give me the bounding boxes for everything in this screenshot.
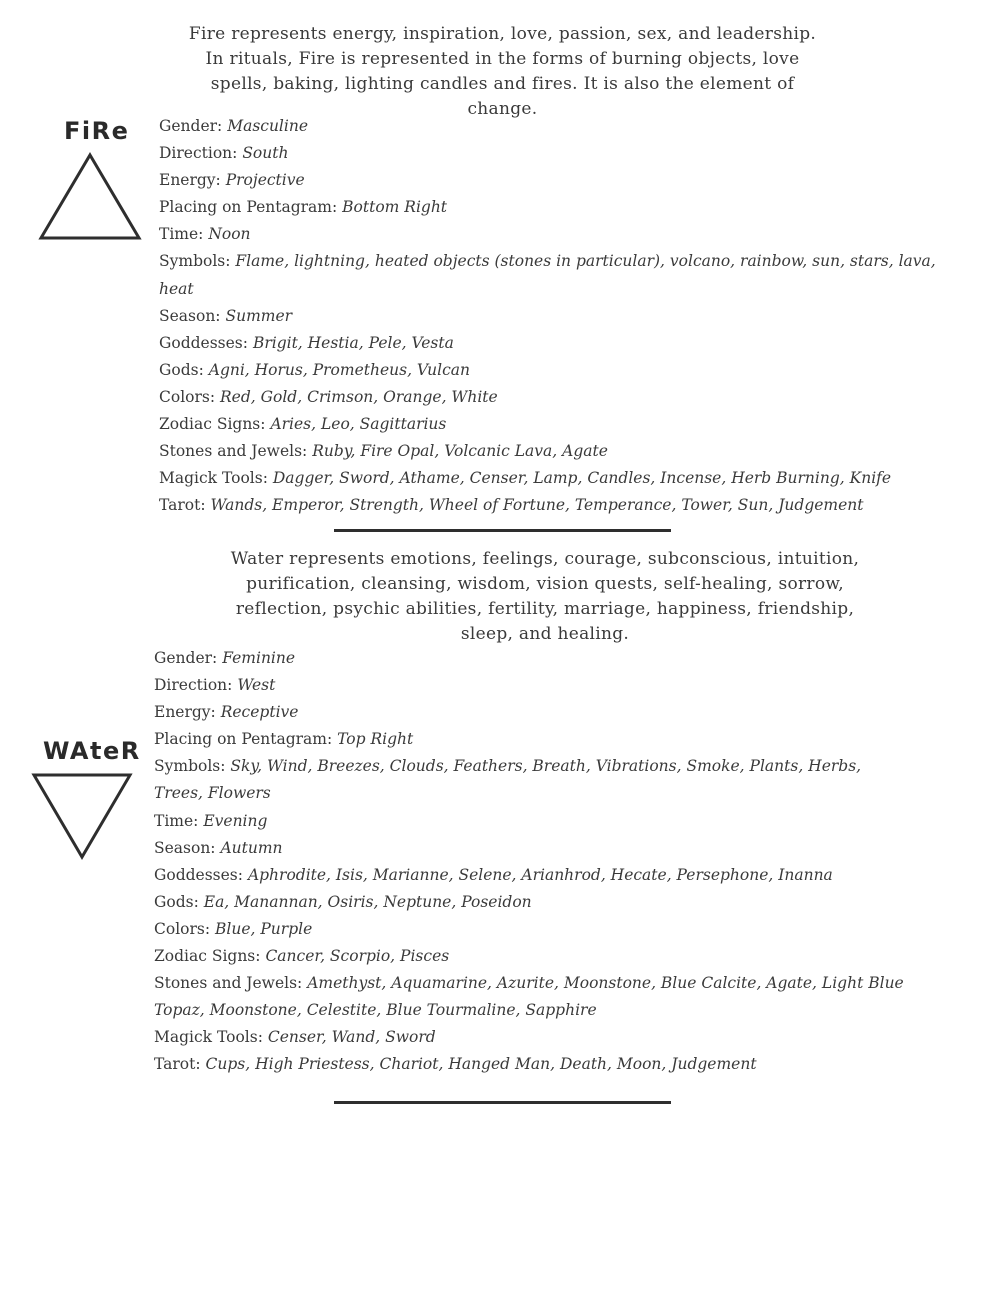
fire-property <box>159 330 949 357</box>
fire-triangle-icon <box>38 152 142 242</box>
property-value: Ruby, Fire Opal, Volcanic Lava, Agate <box>312 442 608 461</box>
fire-property <box>159 384 949 411</box>
property-value: Noon <box>208 225 251 244</box>
property-value: Aries, Leo, Sagittarius <box>270 415 447 434</box>
property-label: Gender: <box>154 649 218 667</box>
water-property <box>154 916 914 943</box>
water-property <box>154 753 914 807</box>
water-property <box>154 808 914 835</box>
water-property <box>154 726 914 753</box>
property-label: Time: <box>154 811 199 830</box>
fire-property <box>159 248 949 302</box>
fire-property <box>159 411 949 438</box>
water-section-divider <box>334 1101 671 1104</box>
property-label: Colors: <box>159 387 216 406</box>
fire-property <box>159 167 949 194</box>
property-label: Energy: <box>159 171 221 190</box>
property-label: Energy: <box>154 703 216 722</box>
property-value: Red, Gold, Crimson, Orange, White <box>220 387 498 406</box>
property-value: Agni, Horus, Prometheus, Vulcan <box>208 360 470 379</box>
fire-property <box>159 357 949 384</box>
property-value: Aphrodite, Isis, Marianne, Selene, Arianhrod, Hecate, Persephone, Inanna <box>247 865 833 884</box>
property-label: Symbols: <box>159 252 231 271</box>
property-label: Zodiac Signs: <box>159 415 266 434</box>
property-value: Dagger, Sword, Athame, Censer, Lamp, Candles, Incense, Herb Burning, Knife <box>272 469 892 488</box>
property-value: Projective <box>225 171 305 190</box>
fire-properties-list <box>159 113 949 519</box>
water-title: WAteR <box>43 737 141 765</box>
property-label: Placing on Pentagram: <box>159 198 338 217</box>
property-label: Symbols: <box>154 757 226 776</box>
property-label: Direction: <box>154 676 233 695</box>
water-property <box>154 943 914 970</box>
property-label: Colors: <box>154 919 211 938</box>
property-value: Feminine <box>222 649 296 667</box>
property-label: Direction: <box>159 144 238 163</box>
property-value: Evening <box>203 811 268 830</box>
fire-property <box>159 492 949 519</box>
water-property <box>154 645 914 672</box>
fire-property <box>159 438 949 465</box>
water-property <box>154 835 914 862</box>
property-label: Tarot: <box>159 496 206 515</box>
fire-section-divider <box>334 529 671 532</box>
water-property <box>154 1024 914 1051</box>
water-property <box>154 1051 914 1078</box>
property-value: Autumn <box>220 838 283 857</box>
property-label: Placing on Pentagram: <box>154 730 333 749</box>
property-value: Cancer, Scorpio, Pisces <box>265 947 450 966</box>
property-value: Brigit, Hestia, Pele, Vesta <box>252 333 454 352</box>
property-value: Bottom Right <box>342 198 448 217</box>
water-property <box>154 672 914 699</box>
property-value: Sky, Wind, Breezes, Clouds, Feathers, Breath, Vibrations, Smoke, Plants, Herbs, Trees, Flowers <box>154 757 862 803</box>
fire-property <box>159 221 949 248</box>
property-label: Gender: <box>159 117 223 135</box>
property-label: Tarot: <box>154 1055 201 1074</box>
property-label: Goddesses: <box>154 865 243 884</box>
water-property <box>154 889 914 916</box>
property-label: Magick Tools: <box>159 469 268 488</box>
property-label: Zodiac Signs: <box>154 947 261 966</box>
property-value: Blue, Purple <box>215 919 313 938</box>
fire-intro: Fire represents energy, inspiration, love, passion, sex, and leadership. In rituals, Fire is represented in the forms of burning objects, love spells, baking, lighting candles and fires. It is also the element of change. <box>188 24 817 119</box>
property-value: Censer, Wand, Sword <box>267 1028 436 1047</box>
property-value: Cups, High Priestess, Chariot, Hanged Man, Death, Moon, Judgement <box>205 1055 757 1074</box>
property-value: Summer <box>225 306 293 325</box>
water-intro: Water represents emotions, feelings, courage, subconscious, intuition, purification, cleansing, wisdom, vision quests, self-healing, sorrow, reflection, psychic abilities, fertility, marriage, happiness, friendship, sleep, and healing. <box>230 549 860 644</box>
property-label: Goddesses: <box>159 333 248 352</box>
property-value: West <box>237 676 276 695</box>
water-properties-list <box>154 645 914 1079</box>
property-value: Amethyst, Aquamarine, Azurite, Moonstone, Blue Calcite, Agate, Light Blue Topaz, Moonstone, Celestite, Blue Tourmaline, Sapphire <box>154 974 904 1020</box>
property-value: Ea, Manannan, Osiris, Neptune, Poseidon <box>203 892 532 911</box>
water-property <box>154 970 914 1024</box>
fire-title: FiRe <box>64 117 130 145</box>
property-label: Season: <box>159 306 221 325</box>
property-label: Time: <box>159 225 204 244</box>
fire-property <box>159 140 949 167</box>
property-label: Season: <box>154 838 216 857</box>
fire-property <box>159 113 949 140</box>
property-value: Top Right <box>337 730 414 749</box>
property-value: Receptive <box>220 703 299 722</box>
water-triangle-icon <box>31 772 133 860</box>
property-label: Gods: <box>154 892 199 911</box>
property-value: Wands, Emperor, Strength, Wheel of Fortune, Temperance, Tower, Sun, Judgement <box>210 496 864 515</box>
fire-property <box>159 465 949 492</box>
property-label: Stones and Jewels: <box>159 442 308 461</box>
property-value: South <box>242 144 289 163</box>
property-label: Stones and Jewels: <box>154 974 303 993</box>
fire-property <box>159 303 949 330</box>
water-property <box>154 699 914 726</box>
property-value: Flame, lightning, heated objects (stones in particular), volcano, rainbow, sun, stars, lava, heat <box>159 252 936 298</box>
water-property <box>154 862 914 889</box>
fire-property <box>159 194 949 221</box>
property-label: Magick Tools: <box>154 1028 263 1047</box>
property-label: Gods: <box>159 360 204 379</box>
property-value: Masculine <box>227 117 309 135</box>
